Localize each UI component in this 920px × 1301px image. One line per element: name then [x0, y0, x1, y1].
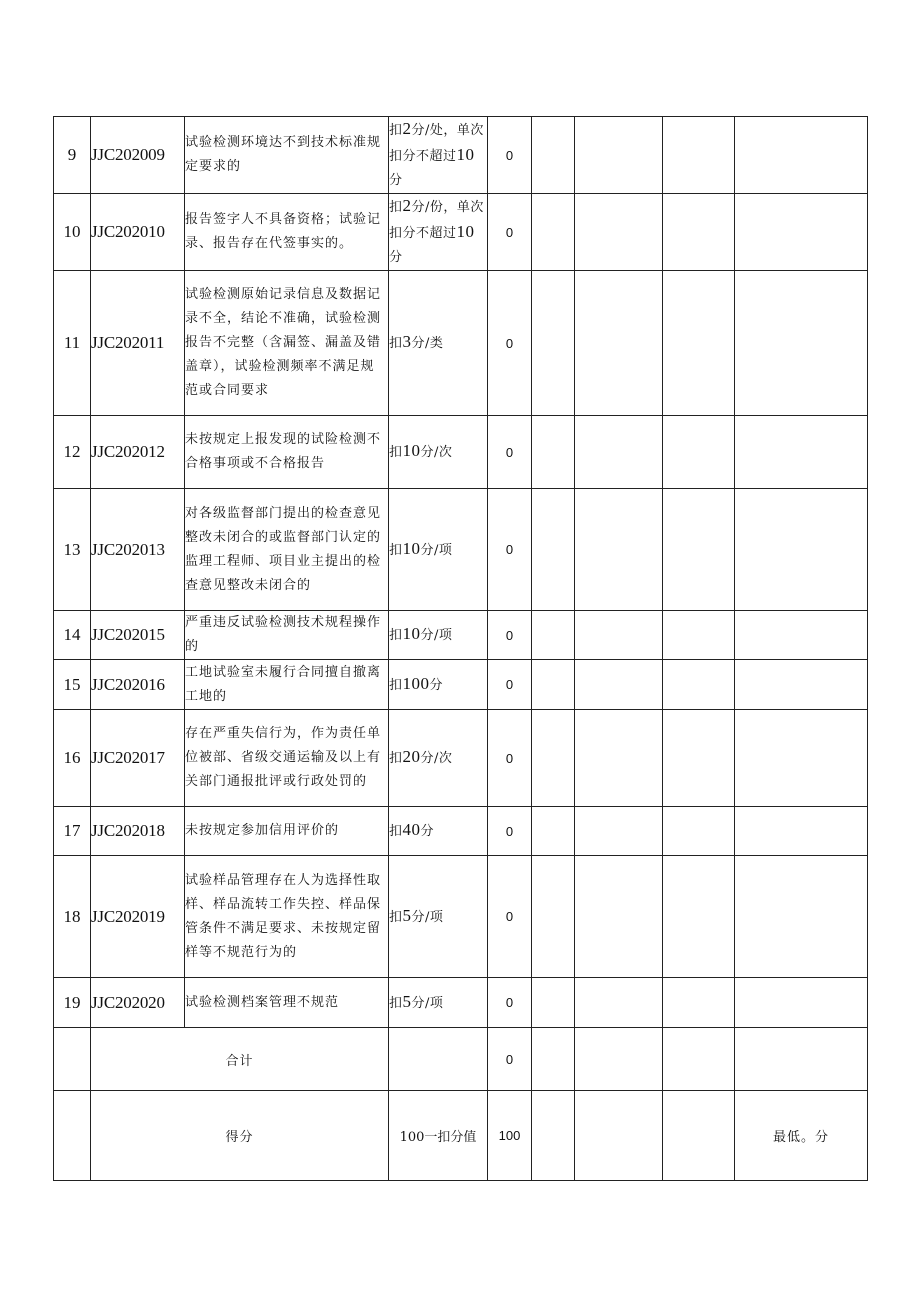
item-code: JJC202019	[91, 856, 185, 978]
rule-unit: 分/次	[420, 445, 453, 460]
deduction-rule	[389, 489, 488, 611]
deduction-table	[53, 116, 868, 1181]
table-row	[54, 611, 868, 660]
rule-amount: 2	[402, 196, 412, 215]
blank-cell-4	[735, 194, 868, 271]
item-code: JJC202009	[91, 117, 185, 194]
item-description: 严重违反试验检测技术规程操作的	[185, 611, 389, 660]
deduction-value: 0	[488, 856, 532, 978]
blank-cell-3	[663, 416, 735, 489]
blank-cell-3	[663, 117, 735, 194]
total-row	[54, 1028, 868, 1091]
blank-cell-3	[663, 271, 735, 416]
item-number: 19	[54, 978, 91, 1028]
rule-prefix: 扣	[389, 751, 403, 766]
deduction-rule	[389, 710, 488, 807]
score-blank-2	[575, 1091, 663, 1181]
rule-unit: 分/项	[411, 909, 444, 925]
rule-prefix: 扣	[389, 200, 403, 215]
deduction-value: 0	[488, 271, 532, 416]
score-row	[54, 1091, 868, 1181]
table-row	[54, 416, 868, 489]
blank-cell-2	[575, 807, 663, 856]
deduction-value: 0	[488, 117, 532, 194]
blank-cell-1	[532, 660, 575, 710]
blank-cell-2	[575, 489, 663, 611]
deduction-rule	[389, 978, 488, 1028]
blank-cell-2	[575, 611, 663, 660]
rule-prefix: 扣	[389, 995, 403, 1011]
item-description: 报告签字人不具备资格；试验记录、报告存在代签事实的。	[185, 194, 389, 271]
deduction-rule	[389, 611, 488, 660]
rule-amount: 5	[402, 905, 412, 925]
blank-cell-4	[735, 117, 868, 194]
deduction-value: 0	[488, 194, 532, 271]
rule-unit: 分/类	[411, 336, 444, 351]
item-code: JJC202020	[91, 978, 185, 1028]
item-description: 试验检测原始记录信息及数据记录不全，结论不准确，试验检测报告不完整（含漏签、漏盖及错盖章），试验检测频率不满足规范或合同要求	[185, 271, 389, 416]
blank-cell-1	[532, 856, 575, 978]
blank-cell-4	[735, 489, 868, 611]
score-blank-3	[663, 1091, 735, 1181]
blank-cell-3	[663, 856, 735, 978]
rule-cap-amount: 10	[456, 222, 475, 241]
item-code: JJC202017	[91, 710, 185, 807]
score-value: 100	[488, 1091, 532, 1181]
total-value: 0	[488, 1028, 532, 1091]
blank-cell-2	[575, 117, 663, 194]
item-code: JJC202010	[91, 194, 185, 271]
item-description: 工地试验室未履行合同擅自撤离工地的	[185, 660, 389, 710]
deduction-value: 0	[488, 807, 532, 856]
table-row	[54, 660, 868, 710]
item-number: 13	[54, 489, 91, 611]
score-sheet	[53, 116, 867, 1181]
rule-amount: 100	[402, 673, 430, 693]
score-minimum-note: 最低。分	[735, 1091, 868, 1181]
blank-cell-1	[532, 194, 575, 271]
table-row	[54, 807, 868, 856]
blank-cell-1	[532, 710, 575, 807]
item-description: 试验检测档案管理不规范	[185, 978, 389, 1028]
blank-cell-2	[575, 416, 663, 489]
total-blank-4	[735, 1028, 868, 1091]
rule-amount: 10	[402, 441, 421, 460]
blank-cell-3	[663, 194, 735, 271]
rule-unit: 分/项	[411, 995, 444, 1011]
item-number: 9	[54, 117, 91, 194]
rule-cap-amount: 10	[456, 145, 475, 164]
rule-amount: 40	[402, 820, 421, 839]
deduction-rule	[389, 117, 488, 194]
blank-cell-3	[663, 710, 735, 807]
blank-cell-4	[735, 416, 868, 489]
blank-cell-3	[663, 807, 735, 856]
table-row	[54, 856, 868, 978]
rule-unit: 分	[429, 677, 444, 693]
deduction-value: 0	[488, 710, 532, 807]
rule-prefix: 扣	[389, 909, 403, 925]
item-number: 17	[54, 807, 91, 856]
blank-cell-2	[575, 856, 663, 978]
item-number: 16	[54, 710, 91, 807]
item-description: 试验检测环境达不到技术标准规定要求的	[185, 117, 389, 194]
table-row	[54, 978, 868, 1028]
blank-cell-1	[532, 117, 575, 194]
deduction-rule	[389, 416, 488, 489]
blank-cell-1	[532, 807, 575, 856]
item-description: 未按规定参加信用评价的	[185, 807, 389, 856]
blank-cell-3	[663, 489, 735, 611]
rule-amount: 3	[402, 332, 412, 351]
item-number: 12	[54, 416, 91, 489]
table-row	[54, 117, 868, 194]
blank-cell-1	[532, 978, 575, 1028]
rule-prefix: 扣	[389, 824, 403, 839]
rule-amount: 20	[402, 747, 421, 766]
item-description: 存在严重失信行为，作为责任单位被部、省级交通运输及以上有关部门通报批评或行政处罚的	[185, 710, 389, 807]
blank-cell-4	[735, 660, 868, 710]
item-number: 10	[54, 194, 91, 271]
item-code: JJC202013	[91, 489, 185, 611]
rule-prefix: 扣	[389, 123, 403, 138]
total-no-cell	[54, 1028, 91, 1091]
blank-cell-4	[735, 611, 868, 660]
item-number: 14	[54, 611, 91, 660]
rule-cap-unit: 分	[389, 250, 403, 265]
total-blank-3	[663, 1028, 735, 1091]
deduction-rows	[54, 117, 868, 1028]
deduction-value: 0	[488, 978, 532, 1028]
total-blank-2	[575, 1028, 663, 1091]
deduction-value: 0	[488, 416, 532, 489]
item-code: JJC202015	[91, 611, 185, 660]
rule-unit: 分/处，单次扣分不超过	[389, 123, 484, 164]
rule-unit: 分/项	[420, 628, 453, 643]
rule-cap-unit: 分	[389, 173, 403, 188]
deduction-rule	[389, 660, 488, 710]
score-no-cell	[54, 1091, 91, 1181]
blank-cell-2	[575, 271, 663, 416]
blank-cell-3	[663, 660, 735, 710]
blank-cell-2	[575, 660, 663, 710]
item-description: 对各级监督部门提出的检查意见整改未闭合的或监督部门认定的监理工程师、项目业主提出的检查意见整改未闭合的	[185, 489, 389, 611]
item-code: JJC202012	[91, 416, 185, 489]
rule-prefix: 扣	[389, 542, 403, 558]
table-row	[54, 194, 868, 271]
total-label: 合计	[91, 1028, 389, 1091]
blank-cell-2	[575, 194, 663, 271]
item-number: 11	[54, 271, 91, 416]
rule-amount: 5	[402, 991, 412, 1011]
blank-cell-4	[735, 271, 868, 416]
rule-amount: 10	[402, 538, 421, 558]
rule-unit: 分/次	[420, 751, 453, 766]
blank-cell-4	[735, 710, 868, 807]
deduction-value: 0	[488, 611, 532, 660]
item-code: JJC202016	[91, 660, 185, 710]
rule-amount: 10	[402, 624, 421, 643]
blank-cell-1	[532, 271, 575, 416]
score-formula: 100一扣分值	[389, 1091, 488, 1181]
blank-cell-4	[735, 807, 868, 856]
deduction-rule	[389, 271, 488, 416]
item-code: JJC202011	[91, 271, 185, 416]
item-code: JJC202018	[91, 807, 185, 856]
blank-cell-1	[532, 416, 575, 489]
total-blank-1	[532, 1028, 575, 1091]
item-description: 未按规定上报发现的试险检测不合格事项或不合格报告	[185, 416, 389, 489]
score-blank-1	[532, 1091, 575, 1181]
rule-unit: 分/项	[420, 542, 453, 558]
item-number: 15	[54, 660, 91, 710]
deduction-value: 0	[488, 489, 532, 611]
score-label: 得分	[91, 1091, 389, 1181]
table-row	[54, 710, 868, 807]
rule-prefix: 扣	[389, 628, 403, 643]
table-row	[54, 489, 868, 611]
total-rule-cell	[389, 1028, 488, 1091]
rule-prefix: 扣	[389, 445, 403, 460]
item-number: 18	[54, 856, 91, 978]
blank-cell-1	[532, 611, 575, 660]
rule-prefix: 扣	[389, 677, 403, 693]
blank-cell-2	[575, 978, 663, 1028]
rule-unit: 分/份，单次扣分不超过	[389, 200, 484, 241]
blank-cell-1	[532, 489, 575, 611]
rule-prefix: 扣	[389, 336, 403, 351]
blank-cell-3	[663, 978, 735, 1028]
blank-cell-4	[735, 856, 868, 978]
deduction-value: 0	[488, 660, 532, 710]
rule-amount: 2	[402, 119, 412, 138]
blank-cell-2	[575, 710, 663, 807]
deduction-rule	[389, 807, 488, 856]
deduction-rule	[389, 194, 488, 271]
table-row	[54, 271, 868, 416]
blank-cell-4	[735, 978, 868, 1028]
blank-cell-3	[663, 611, 735, 660]
deduction-rule	[389, 856, 488, 978]
rule-unit: 分	[420, 824, 435, 839]
item-description: 试验样品管理存在人为选择性取样、样品流转工作失控、样品保管条件不满足要求、未按规定留样等不规范行为的	[185, 856, 389, 978]
